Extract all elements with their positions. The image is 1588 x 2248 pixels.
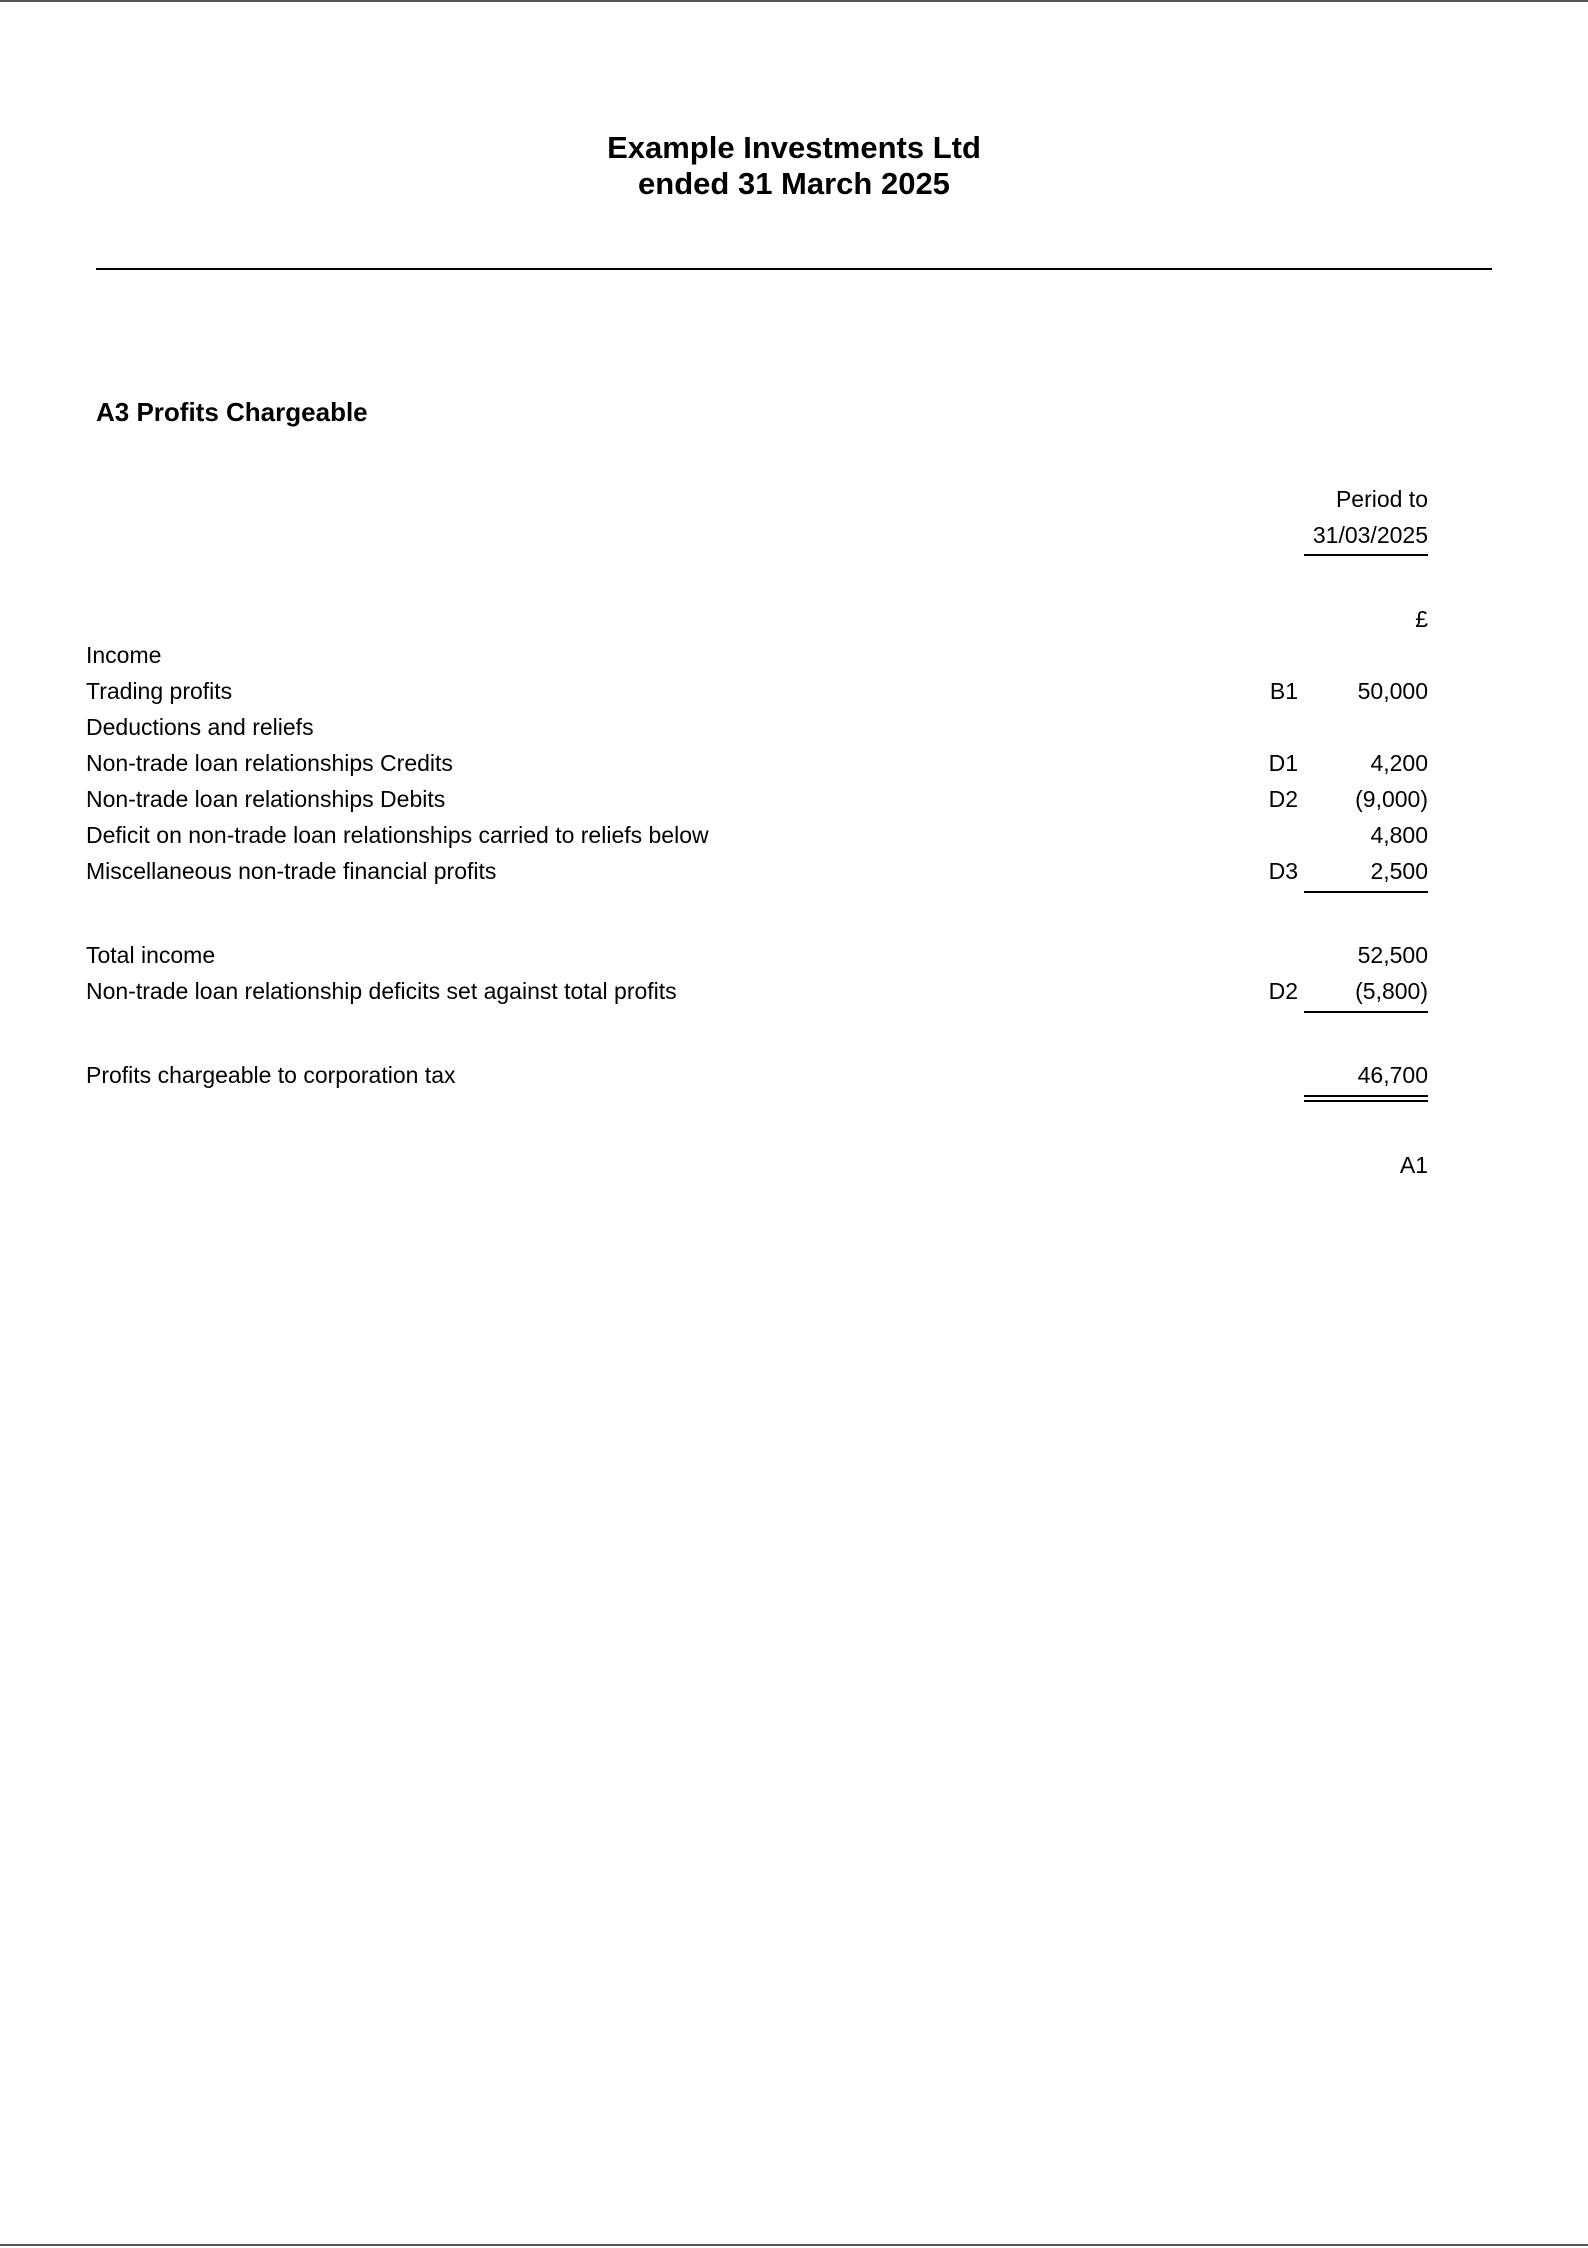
currency-symbol: £: [1415, 606, 1428, 632]
row-amount: 2,500: [1370, 858, 1428, 884]
row-ref: B1: [1269, 678, 1298, 704]
footer-ref: A1: [1399, 1152, 1428, 1178]
row-label: Non-trade loan relationships Debits: [86, 786, 446, 812]
row-amount: (9,000): [1355, 786, 1428, 812]
row-ref: D2: [1268, 978, 1298, 1004]
row-label-income: Income: [86, 642, 162, 668]
page-bottom-border: [0, 2244, 1588, 2246]
row-ref: D2: [1268, 786, 1298, 812]
row-label-deductions: Deductions and reliefs: [86, 714, 314, 740]
row-label: Non-trade loan relationship deficits set against total profits: [86, 978, 677, 1004]
column-header-underline: [1304, 554, 1428, 556]
period-end: ended 31 March 2025: [638, 166, 950, 201]
title-divider: [96, 268, 1492, 270]
row-ref: D1: [1268, 750, 1298, 776]
total-double-rule-upper: [1304, 1095, 1428, 1097]
row-label: Miscellaneous non-trade financial profits: [86, 858, 497, 884]
section-heading: A3 Profits Chargeable: [96, 397, 368, 427]
document-title: [0, 130, 1588, 202]
row-label-total-income: Total income: [86, 942, 216, 968]
row-amount: 52,500: [1357, 942, 1428, 968]
column-header-period: Period to: [1335, 486, 1428, 512]
row-amount: (5,800): [1355, 978, 1428, 1004]
total-double-rule-lower: [1304, 1100, 1428, 1102]
row-ref: D3: [1268, 858, 1298, 884]
row-amount: 4,800: [1370, 822, 1428, 848]
row-label: Trading profits: [86, 678, 233, 704]
row-amount: 50,000: [1357, 678, 1428, 704]
row-label-profits-chargeable: Profits chargeable to corporation tax: [86, 1062, 456, 1088]
subtotal-rule: [1304, 1011, 1428, 1013]
row-label: Non-trade loan relationships Credits: [86, 750, 453, 776]
row-amount: 4,200: [1370, 750, 1428, 776]
subtotal-rule: [1304, 891, 1428, 893]
company-name: Example Investments Ltd: [607, 130, 981, 165]
row-label: Deficit on non-trade loan relationships carried to reliefs below: [86, 822, 709, 848]
row-amount-total: 46,700: [1357, 1062, 1428, 1088]
page-top-border: [0, 0, 1588, 2]
column-header-date: 31/03/2025: [1312, 522, 1428, 548]
